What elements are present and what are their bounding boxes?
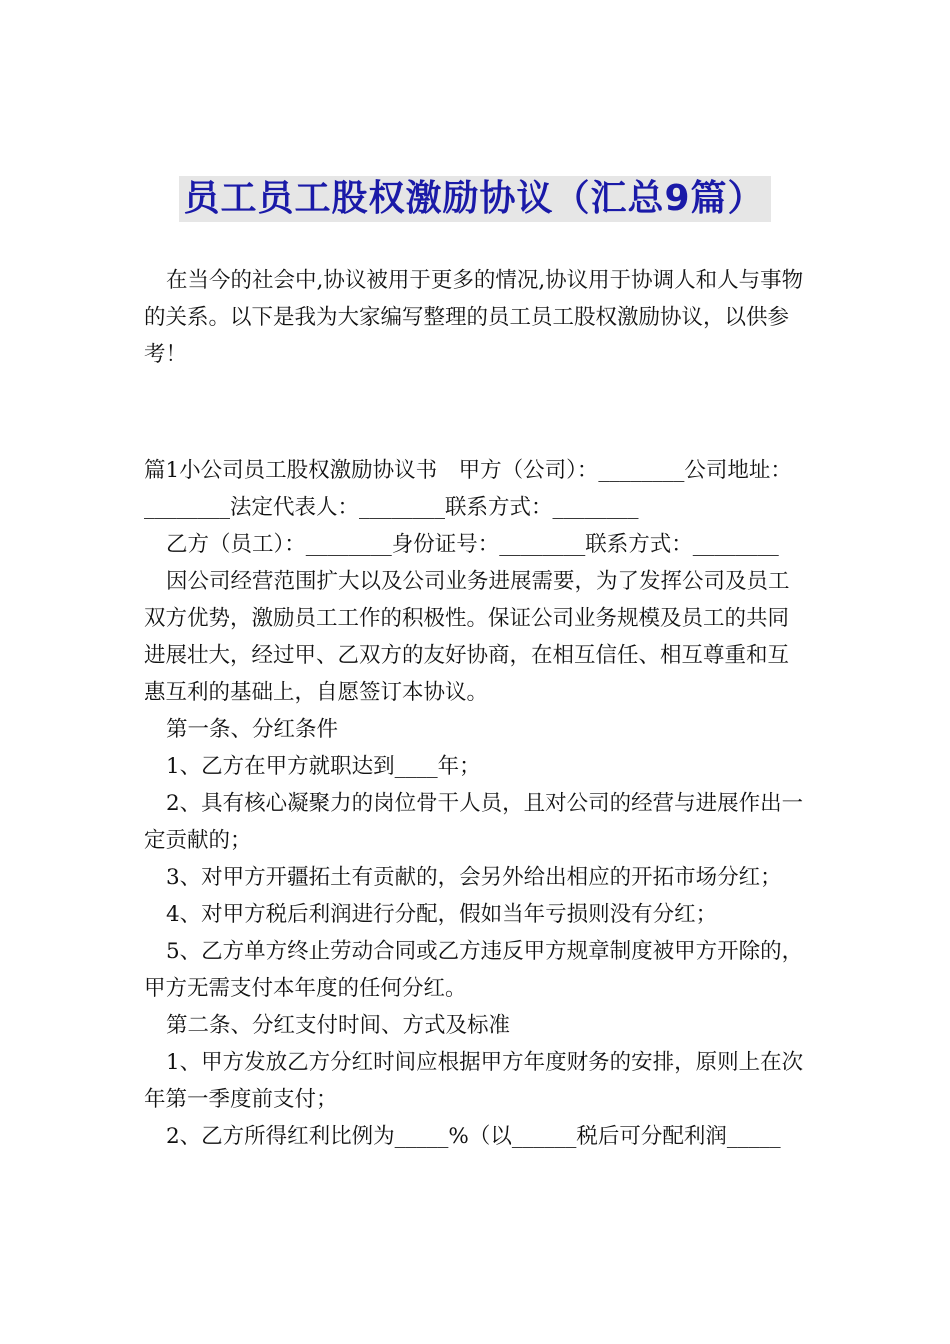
article-1-item-3: 3、对甲方开疆拓土有贡献的，会另外给出相应的开拓市场分红； [166, 865, 782, 890]
article-2-heading: 第二条、分红支付时间、方式及标准 [166, 1013, 511, 1038]
article-2-item-1: 1、甲方发放乙方分红时间应根据甲方年度财务的安排，原则上在次年第一季度前支付； [144, 1050, 804, 1112]
party-a-paragraph: 篇1小公司员工股权激励协议书 甲方（公司）：________公司地址：________法定代表人：________联系方式：________ [144, 458, 792, 520]
article-1-heading: 第一条、分红条件 [166, 717, 339, 742]
article-2-item-2: 2、乙方所得红利比例为_____%（以______税后可分配利润_____ [166, 1124, 781, 1149]
article-1-item-4: 4、对甲方税后利润进行分配，假如当年亏损则没有分红； [166, 902, 718, 927]
document-body [144, 262, 810, 1155]
title-container [0, 176, 950, 222]
article-1-item-1: 1、乙方在甲方就职达到____年； [166, 754, 481, 779]
purpose-paragraph: 因公司经营范围扩大以及公司业务进展需要，为了发挥公司及员工双方优势，激励员工工作的积极性。保证公司业务规模及员工的共同进展壮大，经过甲、乙双方的友好协商，在相互信任、相互尊重和互惠互利的基础上，自愿签订本协议。 [144, 569, 790, 705]
intro-paragraph: 在当今的社会中,协议被用于更多的情况,协议用于协调人和人与事物的关系。以下是我为大家编写整理的员工员工股权激励协议，以供参考！ [144, 268, 804, 367]
article-1-item-5: 5、乙方单方终止劳动合同或乙方违反甲方规章制度被甲方开除的，甲方无需支付本年度的任何分红。 [144, 939, 804, 1001]
article-1-item-2: 2、具有核心凝聚力的岗位骨干人员，且对公司的经营与进展作出一定贡献的； [144, 791, 804, 853]
document-title: 员工员工股权激励协议（汇总9篇） [179, 176, 770, 222]
party-b-paragraph: 乙方（员工）：________身份证号：________联系方式：________ [166, 532, 779, 557]
